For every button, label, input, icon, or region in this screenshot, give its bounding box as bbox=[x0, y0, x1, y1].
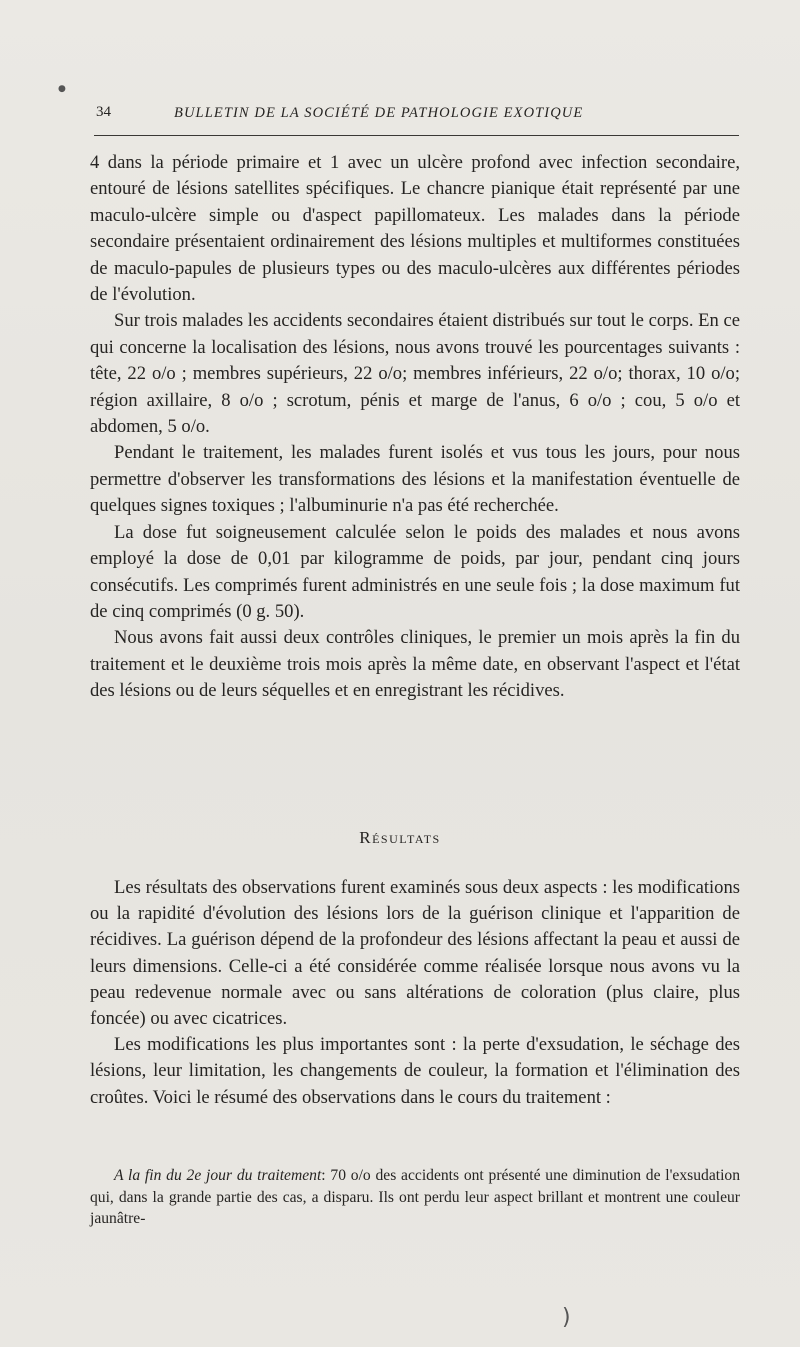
results-text bbox=[90, 875, 740, 1111]
page-number: 34 bbox=[96, 104, 111, 120]
paragraph: Les résultats des observations furent examinés sous deux aspects : les modifications ou la rapidité d'évolution des lésions lors de la guérison clinique et l'apparition de récidives. La guérison dépend de la profondeur des lésions affectant la peau et aussi de leurs dimensions. Celle-ci a été considérée comme réalisée lorsque nous avons vu la peau redevenue normale avec ou sans altérations de coloration (plus claire, plus foncée) ou avec cicatrices. bbox=[90, 877, 740, 1030]
paragraph: Pendant le traitement, les malades furent isolés et vus tous les jours, pour nous permettre d'observer les transformations des lésions et la manifestation éventuelle de quelques signes toxiques ; l'albuminurie n'a pas été recherchée. bbox=[90, 442, 740, 517]
paragraph: La dose fut soigneusement calculée selon le poids des malades et nous avons employé la dose de 0,01 par kilogramme de poids, par jour, pendant cinq jours consécutifs. Les comprimés furent administrés en une seule fois ; la dose maximum fut de cinq comprimés (0 g. 50). bbox=[90, 521, 740, 622]
header-rule bbox=[94, 135, 739, 136]
note-text: : 70 o/o des accidents ont présenté une diminution de l'exsudation qui, dans la grande partie des cas, a disparu. Ils ont perdu leur aspect brillant et montrent une couleur jaunâtre- bbox=[90, 1167, 740, 1227]
section-heading: Résultats bbox=[359, 828, 441, 847]
observation-note bbox=[90, 1165, 740, 1230]
paragraph: Les modifications les plus importantes sont : la perte d'exsudation, le séchage des lésions, leur limitation, les changements de couleur, la formation et l'élimination des croûtes. Voici le résumé des observations dans le cours du traitement : bbox=[90, 1034, 740, 1108]
paragraph: 4 dans la période primaire et 1 avec un ulcère profond avec infection secondaire, entouré de lésions satellites spécifiques. Le chancre pianique était représenté par une maculo-ulcère simple ou d'aspect papillomateux. Les malades dans la période secondaire présentaient ordinairement des lésions multiples et multiformes constituées de maculo-papules de plusieurs types ou des maculo-ulcères aux différentes périodes de l'évolution. bbox=[90, 152, 740, 306]
note-lead: A la fin du 2e jour du traitement bbox=[114, 1167, 322, 1184]
paragraph: Sur trois malades les accidents secondaires étaient distribués sur tout le corps. En ce qui concerne la localisation des lésions, nous avons trouvé les pourcentages suivants : tête, 22 o/o ; membres supérieurs, 22 o/o; membres inférieurs, 22 o/o; thorax, 10 o/o; région axillaire, 8 o/o ; scrotum, pénis et marge de l'anus, 6 o/o ; cou, 5 o/o et abdomen, 5 o/o. bbox=[90, 310, 740, 438]
running-title: BULLETIN DE LA SOCIÉTÉ DE PATHOLOGIE EXOTIQUE bbox=[174, 105, 584, 121]
note-paragraph bbox=[90, 1165, 740, 1230]
main-text bbox=[90, 150, 740, 705]
paragraph: Nous avons fait aussi deux contrôles cliniques, le premier un mois après la fin du traitement et le deuxième trois mois après la même date, en observant l'aspect et l'état des lésions ou de leurs séquelles et en enregistrant les récidives. bbox=[90, 627, 740, 702]
margin-dot: ● bbox=[58, 84, 66, 94]
page-header bbox=[96, 104, 738, 128]
margin-mark: ) bbox=[562, 1305, 571, 1330]
